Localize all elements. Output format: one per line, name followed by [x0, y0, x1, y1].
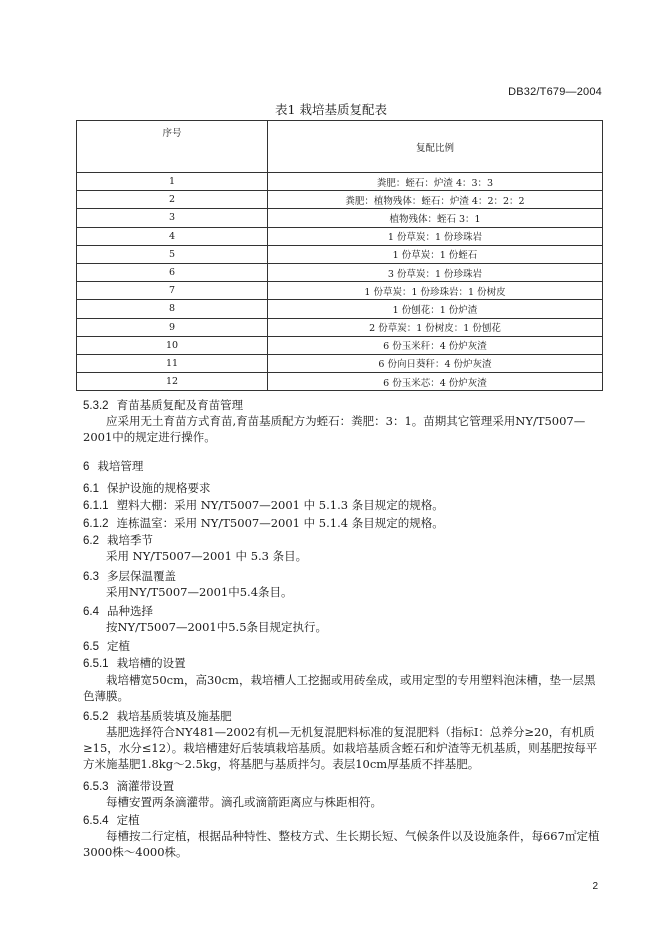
table-cell-ratio: 1 份草炭：1 份蛭石: [268, 245, 603, 263]
table-header-row: [77, 121, 603, 173]
document-code: DB32/T679—2004: [508, 86, 602, 98]
section-6-5-3-heading: 6.5.3 滴灌带设置: [83, 779, 175, 793]
section-6-4-heading: 6.4 品种选择: [83, 604, 153, 618]
table-cell-seq: 3: [77, 209, 268, 227]
table-cell-seq: 4: [77, 227, 268, 245]
table-cell-seq: 12: [77, 373, 268, 391]
table-row: [77, 209, 603, 227]
table-cell-ratio: 6 份玉米芯：4 份炉灰渣: [268, 373, 603, 391]
section-6-1-1: 6.1.1 塑料大棚：采用 NY/T5007—2001 中 5.1.3 条目规定的规格。: [83, 498, 444, 512]
section-6-3-body: 采用NY/T5007—2001中5.4条目。: [106, 585, 293, 599]
table-row: [77, 373, 603, 391]
section-6-5-3-body: 每槽安置两条滴灌带。滴孔或滴箭距离应与株距相符。: [106, 795, 382, 809]
column-header-ratio: 复配比例: [268, 121, 603, 173]
section-6-3-heading: 6.3 多层保温覆盖: [83, 569, 176, 583]
table-cell-ratio: 6 份玉米秆：4 份炉灰渣: [268, 336, 603, 354]
table-body: [77, 173, 603, 391]
table-cell-ratio: 粪肥：蛭石：炉渣 4：3：3: [268, 173, 603, 191]
section-6-5-2-heading: 6.5.2 栽培基质装填及施基肥: [83, 709, 232, 723]
page-number: 2: [592, 881, 598, 892]
section-6-heading: 6 栽培管理: [83, 459, 144, 473]
column-header-seq: 序号: [77, 121, 268, 173]
table-cell-ratio: 粪肥：植物残体：蛭石：炉渣 4：2：2：2: [268, 191, 603, 209]
section-6-4-body: 按NY/T5007—2001中5.5条目规定执行。: [106, 620, 328, 634]
section-6-2-heading: 6.2 栽培季节: [83, 533, 153, 547]
section-6-5-1-body: 栽培槽宽50cm，高30cm，栽培槽人工挖掘或用砖垒成，或用定型的专用塑料泡沫槽，垫一层黑色薄膜。: [83, 673, 596, 703]
table-cell-ratio: 植物残体：蛭石 3：1: [268, 209, 603, 227]
table-row: [77, 318, 603, 336]
section-5-3-2-body: 应采用无土育苗方式育苗,育苗基质配方为蛭石：粪肥：3：1。苗期其它管理采用NY/T5007—2001中的规定进行操作。: [83, 414, 586, 444]
table-row: [77, 282, 603, 300]
table-row: [77, 354, 603, 372]
table-row: [77, 336, 603, 354]
section-6-5-4-body: 每槽按二行定植，根据品种特性、整枝方式、生长期长短、气候条件以及设施条件，每667㎡定植3000株～4000株。: [83, 829, 600, 859]
table-cell-ratio: 1 份刨花：1 份炉渣: [268, 300, 603, 318]
table-cell-ratio: 1 份草炭：1 份珍珠岩: [268, 227, 603, 245]
section-6-5-1-heading: 6.5.1 栽培槽的设置: [83, 656, 186, 670]
table-cell-seq: 6: [77, 263, 268, 281]
table-cell-seq: 8: [77, 300, 268, 318]
table-row: [77, 173, 603, 191]
table-cell-ratio: 6 份向日葵秆：4 份炉灰渣: [268, 354, 603, 372]
recipe-table: [76, 120, 603, 391]
section-6-5-2-body: 基肥选择符合NY481—2002有机—无机复混肥料标准的复混肥料（指标Ⅰ：总养分≥20，有机质≥15，水分≤12）。栽培槽建好后装填栽培基质。如栽培基质含蛭石和炉渣等无机基质，则基肥按每平方米施基肥1.8kg～2.5kg，将基肥与基质拌匀。表层10cm厚基质不拌基肥。: [83, 725, 598, 771]
table-cell-ratio: 1 份草炭：1 份珍珠岩：1 份树皮: [268, 282, 603, 300]
table-cell-ratio: 3 份草炭：1 份珍珠岩: [268, 263, 603, 281]
section-6-5-heading: 6.5 定植: [83, 639, 130, 653]
section-5-3-2-heading: 5.3.2 育苗基质复配及育苗管理: [83, 398, 244, 412]
section-6-2-body: 采用 NY/T5007—2001 中 5.3 条目。: [106, 549, 308, 563]
table-row: [77, 245, 603, 263]
table-cell-seq: 11: [77, 354, 268, 372]
section-6-1-2: 6.1.2 连栋温室：采用 NY/T5007—2001 中 5.1.4 条目规定的规格。: [83, 516, 444, 530]
table-row: [77, 191, 603, 209]
table-row: [77, 300, 603, 318]
table-cell-seq: 10: [77, 336, 268, 354]
section-6-1-heading: 6.1 保护设施的规格要求: [83, 481, 211, 495]
table-cell-ratio: 2 份草炭：1 份树皮：1 份刨花: [268, 318, 603, 336]
table-cell-seq: 1: [77, 173, 268, 191]
table-title: 表1 栽培基质复配表: [275, 102, 387, 117]
table-row: [77, 227, 603, 245]
table-cell-seq: 9: [77, 318, 268, 336]
table-row: [77, 263, 603, 281]
table-cell-seq: 7: [77, 282, 268, 300]
table-cell-seq: 2: [77, 191, 268, 209]
section-6-5-4-heading: 6.5.4 定植: [83, 813, 140, 827]
table-cell-seq: 5: [77, 245, 268, 263]
